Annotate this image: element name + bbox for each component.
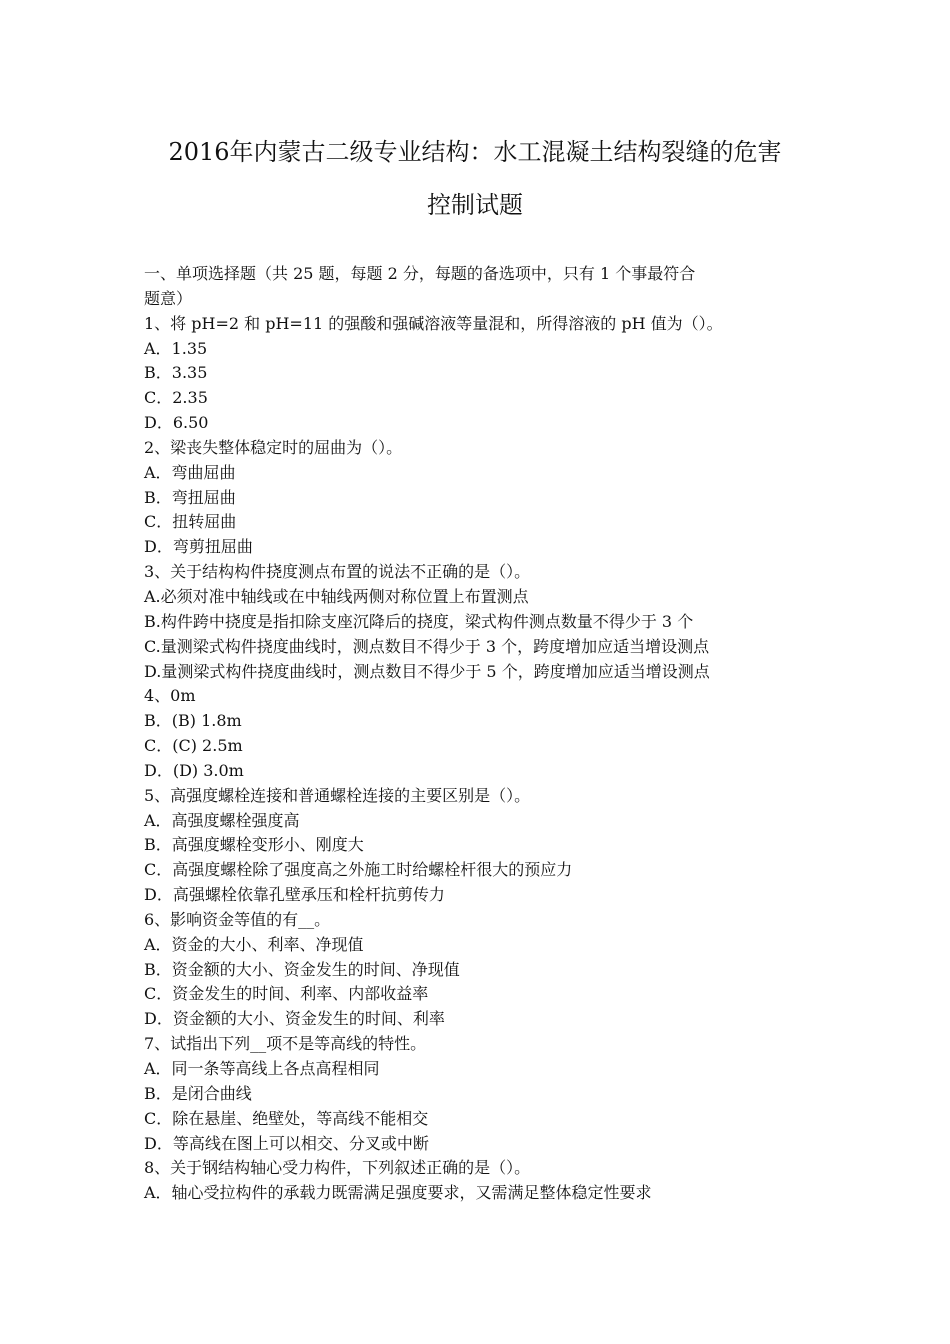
option-line: A．弯曲屈曲 xyxy=(144,462,236,482)
option-line: C．(C) 2.5m xyxy=(144,736,243,756)
option-line: C.量测梁式构件挠度曲线时，测点数目不得少于 3 个，跨度增加应适当增设测点 xyxy=(144,636,710,656)
option-line: A．1.35 xyxy=(144,338,208,358)
option-line: C．扭转屈曲 xyxy=(144,512,237,532)
option-line: C．除在悬崖、绝壁处，等高线不能相交 xyxy=(144,1108,429,1128)
option-line: A．轴心受拉构件的承载力既需满足强度要求，又需满足整体稳定性要求 xyxy=(144,1183,652,1203)
question-5: 5、高强度螺栓连接和普通螺栓连接的主要区别是（）。 xyxy=(144,785,531,805)
option-line: A．资金的大小、利率、净现值 xyxy=(144,934,364,954)
option-line: D．弯剪扭屈曲 xyxy=(144,537,253,557)
question-6: 6、影响资金等值的有__。 xyxy=(144,909,331,929)
option-line: D．等高线在图上可以相交、分叉或中断 xyxy=(144,1133,429,1153)
option-line: D.量测梁式构件挠度曲线时，测点数目不得少于 5 个，跨度增加应适当增设测点 xyxy=(144,661,710,681)
option-line: A．同一条等高线上各点高程相同 xyxy=(144,1059,380,1078)
question-4: 4、0m xyxy=(144,686,196,706)
option-line: B．弯扭屈曲 xyxy=(144,487,236,507)
option-line: D．(D) 3.0m xyxy=(144,760,244,780)
question-3: 3、关于结构构件挠度测点布置的说法不正确的是（）。 xyxy=(144,562,531,582)
option-line: D．高强螺栓依靠孔壁承压和栓杆抗剪传力 xyxy=(144,885,445,905)
section-heading-continued: 题意） xyxy=(144,288,193,308)
question-7: 7、试指出下列__项不是等高线的特性。 xyxy=(144,1034,427,1054)
option-line: C．高强度螺栓除了强度高之外施工时给螺栓杆很大的预应力 xyxy=(144,860,573,880)
document-title-continued: 控制试题 xyxy=(427,191,523,219)
option-line: D．6.50 xyxy=(144,413,209,433)
option-line: A.必须对准中轴线或在中轴线两侧对称位置上布置测点 xyxy=(144,586,529,606)
option-line: C．2.35 xyxy=(144,388,208,408)
option-line: B．是闭合曲线 xyxy=(144,1083,252,1103)
option-line: D．资金额的大小、资金发生的时间、利率 xyxy=(144,1009,445,1029)
option-line: B．(B) 1.8m xyxy=(144,711,242,731)
question-1: 1、将 pH=2 和 pH=11 的强酸和强碱溶液等量混和，所得溶液的 pH 值为（）。 xyxy=(144,313,723,333)
option-line: C．资金发生的时间、利率、内部收益率 xyxy=(144,984,429,1004)
document-title: 2016年内蒙古二级专业结构：水工混凝土结构裂缝的危害 xyxy=(168,138,782,166)
option-line: B．资金额的大小、资金发生的时间、净现值 xyxy=(144,959,460,979)
document-body xyxy=(144,262,824,1206)
question-2: 2、梁丧失整体稳定时的屈曲为（）。 xyxy=(144,437,403,457)
option-line: B．3.35 xyxy=(144,363,208,383)
option-line: B．高强度螺栓变形小、刚度大 xyxy=(144,835,364,855)
option-line: A．高强度螺栓强度高 xyxy=(144,810,300,830)
question-8: 8、关于钢结构轴心受力构件，下列叙述正确的是（）。 xyxy=(144,1158,531,1178)
section-heading: 一、单项选择题（共 25 题，每题 2 分，每题的备选项中，只有 1 个事最符合 xyxy=(144,264,696,283)
option-line: B.构件跨中挠度是指扣除支座沉降后的挠度，梁式构件测点数量不得少于 3 个 xyxy=(144,611,694,631)
